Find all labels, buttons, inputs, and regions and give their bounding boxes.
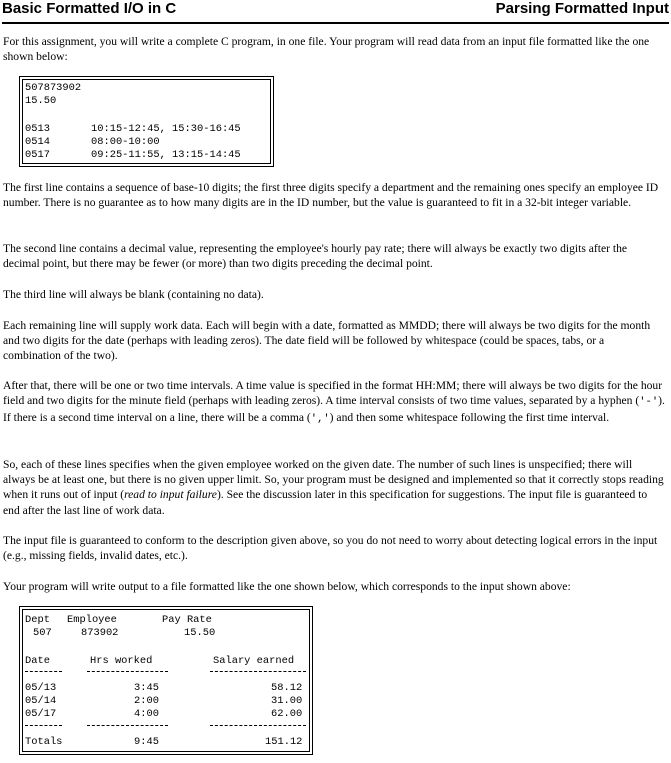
- payrate-value: 15.50: [184, 627, 216, 639]
- input-interval-line: 10:15-12:45, 15:30-16:45: [91, 123, 241, 135]
- input-date-line: 0513: [25, 123, 50, 135]
- output-sample-box: [19, 606, 313, 755]
- input-interval-line: 09:25-11:55, 13:15-14:45: [91, 149, 241, 161]
- input-interval-line: 08:00-10:00: [91, 136, 160, 148]
- row-date: 05/13: [25, 682, 57, 694]
- dashed-rule: [25, 671, 62, 672]
- row-hrs: 2:00: [134, 695, 159, 707]
- header-employee-label: Employee: [67, 614, 117, 626]
- document-title: Basic Formatted I/O in C: [2, 0, 177, 17]
- column-salary-header: Salary earned: [213, 655, 295, 667]
- text-run: ) and then some whitespace following the first time interval.: [329, 411, 610, 425]
- paragraph-first-line: The first line contains a sequence of base-10 digits; the first three digits specify a department and the remaining ones specify an employee ID number. There is no guarantee as to how many digits are in the ID number, but the value is guaranteed to fit in a 32-bit integer variable.: [3, 181, 659, 210]
- input-id-line: 507873902: [25, 82, 82, 94]
- output-sample-inner-border: [22, 609, 310, 752]
- text-run: ). See the discussion later in this specification for suggestions. The input file is guaranteed to end after the last line of work data.: [3, 488, 648, 517]
- dashed-rule: [87, 671, 168, 672]
- dept-value: 507: [33, 627, 52, 639]
- comma-literal: ',': [310, 413, 330, 426]
- text-run: So, each of these lines specifies when the given employee worked on the given date. The number of such lines is unspecified; there will always be at least one, but there is no given upper limit. So, your program must be designed and implemented so that it correctly stops reading when it runs out of input (: [3, 458, 664, 502]
- paragraph-third-line: The third line will always be blank (containing no data).: [3, 288, 264, 301]
- row-salary: 31.00: [271, 695, 303, 707]
- row-hrs: 3:45: [134, 682, 159, 694]
- row-hrs: 4:00: [134, 708, 159, 720]
- section-title: Parsing Formatted Input: [495, 0, 669, 17]
- paragraph-second-line: The second line contains a decimal value, representing the employee's hourly pay rate; there will always be exactly two digits after the decimal point, but there may be fewer (or more) than two digits preceding the decimal point.: [3, 242, 628, 271]
- row-date: 05/14: [25, 695, 57, 707]
- italic-phrase: read to input failure: [124, 488, 217, 502]
- input-date-line: 0514: [25, 136, 50, 148]
- totals-hrs: 9:45: [134, 736, 159, 748]
- totals-salary: 151.12: [265, 736, 303, 748]
- header-dept-label: Dept: [25, 614, 50, 626]
- text-run: After that, there will be one or two time intervals. A time value is specified in the format HH:MM; there will always be two digits for the hour field and two digits for the minute field (perhaps with leading zeros). A time interval consists of two time values, separated by a hyphen (: [3, 379, 663, 408]
- row-salary: 62.00: [271, 708, 303, 720]
- intro-paragraph: For this assignment, you will write a complete C program, in one file. Your program will read data from an input file formatted like the one shown below:: [3, 35, 650, 64]
- dashed-rule: [210, 725, 306, 726]
- input-rate-line: 15.50: [25, 95, 57, 107]
- page-header: [2, 0, 669, 24]
- totals-label: Totals: [25, 736, 63, 748]
- dashed-rule: [87, 725, 168, 726]
- header-payrate-label: Pay Rate: [162, 614, 212, 626]
- column-date-header: Date: [25, 655, 50, 667]
- row-salary: 58.12: [271, 682, 303, 694]
- input-date-line: 0517: [25, 149, 50, 161]
- dashed-rule: [25, 725, 62, 726]
- dashed-rule: [210, 671, 306, 672]
- paragraph-input-guarantee: The input file is guaranteed to conform to the description given above, so you do not need to worry about detecting logical errors in the input (e.g., missing fields, invalid dates, etc.).: [3, 534, 658, 563]
- input-sample-box: [19, 76, 274, 167]
- paragraph-time-intervals: [3, 378, 665, 428]
- paragraph-input-lines: [3, 457, 665, 518]
- employee-value: 873902: [81, 627, 119, 639]
- column-hrs-header: Hrs worked: [90, 655, 153, 667]
- text-run: ). If there is a second time interval on a line, there will be a comma (: [3, 394, 665, 425]
- row-date: 05/17: [25, 708, 57, 720]
- paragraph-output-intro: Your program will write output to a file formatted like the one shown below, which corresponds to the input shown above:: [3, 580, 571, 593]
- hyphen-literal: '-': [639, 396, 659, 409]
- paragraph-work-data: Each remaining line will supply work data. Each will begin with a date, formatted as MMDD; there will always be two digits for the month and two digits for the date (perhaps with leading zeros). The date field will be followed by whitespace (could be spaces, tabs, or a combination of the two).: [3, 319, 651, 363]
